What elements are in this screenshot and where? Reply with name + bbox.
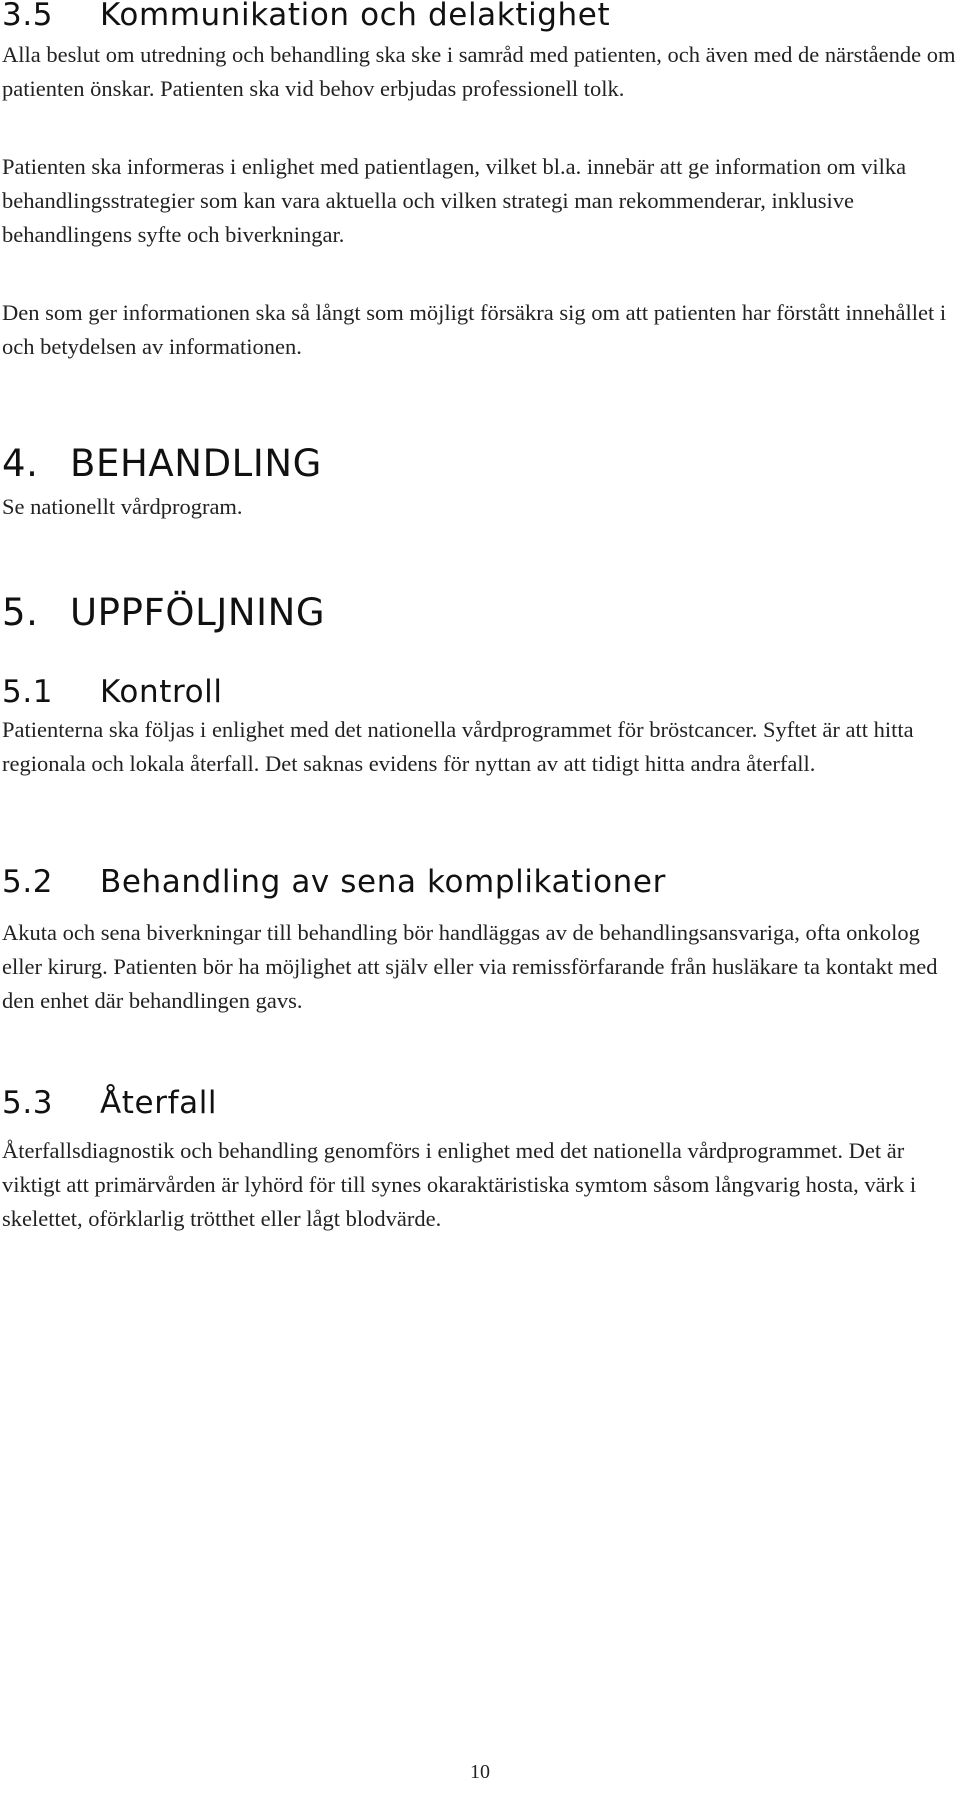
paragraph: Återfallsdiagnostik och behandling genomförs i enlighet med det nationella vårdprogrammet. Det är viktigt att primärvården är lyhörd för till synes okaraktäristiska symtom såsom långvarig hosta, värk i skelettet, oförklarlig trötthet eller lågt blodvärde. bbox=[2, 1138, 917, 1231]
paragraph: Patienten ska informeras i enlighet med patientlagen, vilket bl.a. innebär att ge information om vilka behandlingsstrategier som kan vara aktuella och vilken strategi man rekommenderar, inklusive behandlingens syfte och biverkningar. bbox=[2, 154, 907, 247]
heading-3-5 bbox=[2, 0, 610, 33]
heading-number: 5.2 bbox=[2, 864, 54, 900]
heading-number: 5. bbox=[2, 591, 39, 634]
heading-number: 4. bbox=[2, 442, 39, 485]
page-number: 10 bbox=[470, 1761, 490, 1783]
heading-5-2 bbox=[2, 864, 666, 900]
heading-number: 3.5 bbox=[2, 0, 54, 33]
paragraph: Se nationellt vårdprogram. bbox=[2, 494, 243, 519]
heading-title: UPPFÖLJNING bbox=[70, 591, 326, 634]
heading-number: 5.3 bbox=[2, 1085, 54, 1121]
heading-title: Kommunikation och delaktighet bbox=[100, 0, 611, 33]
heading-title: Återfall bbox=[100, 1085, 218, 1121]
heading-5-1 bbox=[2, 674, 223, 710]
heading-4 bbox=[2, 443, 322, 485]
heading-5-3 bbox=[2, 1085, 217, 1121]
paragraph: Den som ger informationen ska så långt som möjligt försäkra sig om att patienten har förstått innehållet i och betydelsen av informationen. bbox=[2, 300, 947, 359]
paragraph: Alla beslut om utredning och behandling ska ske i samråd med patienten, och även med de närstående om patienten önskar. Patienten ska vid behov erbjudas professionell tolk. bbox=[2, 42, 956, 101]
heading-number: 5.1 bbox=[2, 674, 54, 710]
heading-title: BEHANDLING bbox=[70, 442, 322, 485]
heading-title: Kontroll bbox=[100, 674, 223, 710]
paragraph: Patienterna ska följas i enlighet med det nationella vårdprogrammet för bröstcancer. Syftet är att hitta regionala och lokala återfall. Det saknas evidens för nyttan av att tidigt hitta andra återfall. bbox=[2, 717, 914, 776]
heading-5 bbox=[2, 592, 325, 634]
paragraph: Akuta och sena biverkningar till behandling bör handläggas av de behandlingsansvariga, ofta onkolog eller kirurg. Patienten bör ha möjlighet att själv eller via remissförfarande från husläkare ta kontakt med den enhet där behandlingen gavs. bbox=[2, 920, 938, 1013]
heading-title: Behandling av sena komplikationer bbox=[100, 864, 666, 900]
